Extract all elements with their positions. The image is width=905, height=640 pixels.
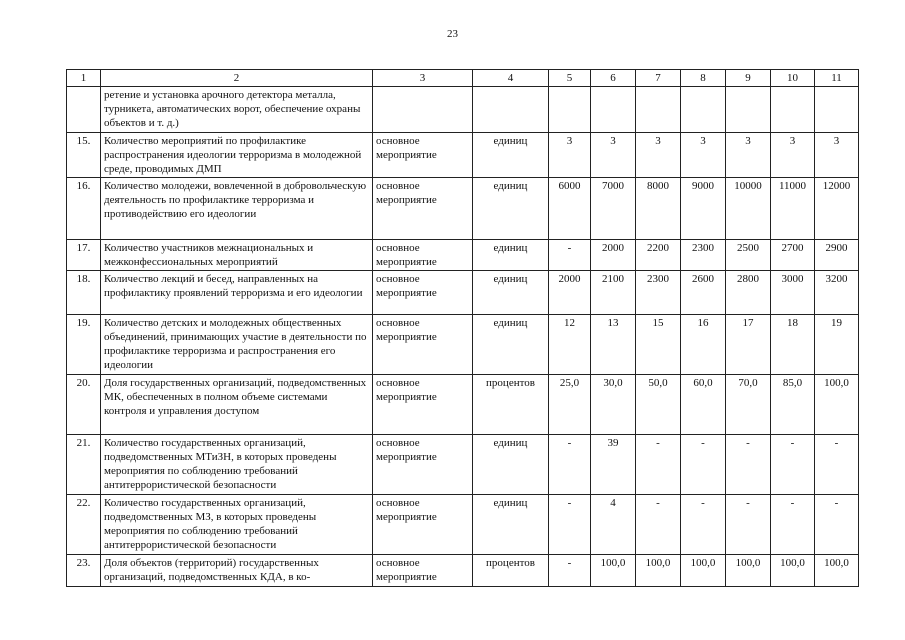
value-cell-col-5 xyxy=(549,87,591,133)
value-cell-col-9: 100,0 xyxy=(726,555,771,587)
row-number: 21. xyxy=(67,435,101,495)
value-cell-col-9: - xyxy=(726,435,771,495)
value-cell-col-10: 3000 xyxy=(771,271,815,315)
value-cell-col-8: 9000 xyxy=(681,178,726,240)
table-row xyxy=(67,555,859,587)
value-cell-col-7: 15 xyxy=(636,315,681,375)
measurement-unit: единиц xyxy=(473,133,549,178)
value-cell-col-5: 12 xyxy=(549,315,591,375)
value-cell-col-5: 6000 xyxy=(549,178,591,240)
measurement-unit: единиц xyxy=(473,435,549,495)
measurement-unit: процентов xyxy=(473,375,549,435)
column-header-8: 8 xyxy=(681,70,726,87)
measurement-unit: единиц xyxy=(473,178,549,240)
value-cell-col-8: 3 xyxy=(681,133,726,178)
table-header xyxy=(67,70,859,87)
column-header-11: 11 xyxy=(815,70,859,87)
value-cell-col-6: 30,0 xyxy=(591,375,636,435)
indicator-type: основное мероприятие xyxy=(373,555,473,587)
value-cell-col-7: - xyxy=(636,435,681,495)
value-cell-col-9: 2500 xyxy=(726,240,771,271)
indicator-type xyxy=(373,87,473,133)
value-cell-col-5: - xyxy=(549,555,591,587)
indicator-name: Количество молодежи, вовлеченной в добровольческую деятельность по профилактике терроризма и противодействию его идеологии xyxy=(101,178,373,240)
value-cell-col-10: 100,0 xyxy=(771,555,815,587)
table-row xyxy=(67,495,859,555)
table-row xyxy=(67,240,859,271)
value-cell-col-5: - xyxy=(549,435,591,495)
value-cell-col-9: 10000 xyxy=(726,178,771,240)
row-number: 16. xyxy=(67,178,101,240)
indicator-type: основное мероприятие xyxy=(373,495,473,555)
value-cell-col-8: 2300 xyxy=(681,240,726,271)
value-cell-col-9 xyxy=(726,87,771,133)
value-cell-col-5: - xyxy=(549,495,591,555)
column-header-1: 1 xyxy=(67,70,101,87)
value-cell-col-11: 19 xyxy=(815,315,859,375)
value-cell-col-11: 3 xyxy=(815,133,859,178)
page-number: 23 xyxy=(447,28,458,40)
table-row xyxy=(67,375,859,435)
value-cell-col-5: 2000 xyxy=(549,271,591,315)
indicator-name: Количество детских и молодежных общественных объединений, принимающих участие в деятельности по профилактике терроризма и распространения его идеологии xyxy=(101,315,373,375)
value-cell-col-9: 17 xyxy=(726,315,771,375)
value-cell-col-8: 60,0 xyxy=(681,375,726,435)
value-cell-col-7: 100,0 xyxy=(636,555,681,587)
value-cell-col-8: 16 xyxy=(681,315,726,375)
measurement-unit: единиц xyxy=(473,315,549,375)
value-cell-col-11 xyxy=(815,87,859,133)
indicator-name: Количество участников межнациональных и межконфессиональных мероприятий xyxy=(101,240,373,271)
column-header-10: 10 xyxy=(771,70,815,87)
value-cell-col-6: 3 xyxy=(591,133,636,178)
indicator-type: основное мероприятие xyxy=(373,435,473,495)
value-cell-col-6: 4 xyxy=(591,495,636,555)
column-header-3: 3 xyxy=(373,70,473,87)
value-cell-col-10: 2700 xyxy=(771,240,815,271)
value-cell-col-7: 8000 xyxy=(636,178,681,240)
value-cell-col-8: 2600 xyxy=(681,271,726,315)
row-number: 20. xyxy=(67,375,101,435)
column-header-9: 9 xyxy=(726,70,771,87)
indicator-name: Доля государственных организаций, подведомственных МК, обеспеченных в полном объеме системами контроля и управления доступом xyxy=(101,375,373,435)
row-number: 23. xyxy=(67,555,101,587)
indicator-type: основное мероприятие xyxy=(373,133,473,178)
value-cell-col-11: - xyxy=(815,495,859,555)
indicator-name: Количество государственных организаций, подведомственных МЗ, в которых проведены мероприятия по соблюдению требований антитеррористической безопасности xyxy=(101,495,373,555)
value-cell-col-6: 2100 xyxy=(591,271,636,315)
measurement-unit: единиц xyxy=(473,240,549,271)
value-cell-col-7: 3 xyxy=(636,133,681,178)
value-cell-col-8 xyxy=(681,87,726,133)
indicator-name: Доля объектов (территорий) государственных организаций, подведомственных КДА, в ко- xyxy=(101,555,373,587)
value-cell-col-9: - xyxy=(726,495,771,555)
measurement-unit xyxy=(473,87,549,133)
value-cell-col-11: 100,0 xyxy=(815,555,859,587)
header-row xyxy=(67,70,859,87)
indicator-type: основное мероприятие xyxy=(373,240,473,271)
value-cell-col-8: 100,0 xyxy=(681,555,726,587)
row-number: 15. xyxy=(67,133,101,178)
value-cell-col-8: - xyxy=(681,495,726,555)
value-cell-col-7: - xyxy=(636,495,681,555)
value-cell-col-10: 3 xyxy=(771,133,815,178)
measurement-unit: единиц xyxy=(473,495,549,555)
table-row xyxy=(67,178,859,240)
indicator-type: основное мероприятие xyxy=(373,315,473,375)
value-cell-col-7: 50,0 xyxy=(636,375,681,435)
indicator-type: основное мероприятие xyxy=(373,375,473,435)
table-body xyxy=(67,87,859,587)
value-cell-col-11: 3200 xyxy=(815,271,859,315)
value-cell-col-6: 39 xyxy=(591,435,636,495)
value-cell-col-11: - xyxy=(815,435,859,495)
value-cell-col-5: - xyxy=(549,240,591,271)
row-number: 17. xyxy=(67,240,101,271)
table-row xyxy=(67,315,859,375)
column-header-6: 6 xyxy=(591,70,636,87)
value-cell-col-6 xyxy=(591,87,636,133)
value-cell-col-6: 2000 xyxy=(591,240,636,271)
indicator-name: Количество лекций и бесед, направленных на профилактику проявлений терроризма и его идеологии xyxy=(101,271,373,315)
value-cell-col-7: 2300 xyxy=(636,271,681,315)
measurement-unit: процентов xyxy=(473,555,549,587)
value-cell-col-11: 100,0 xyxy=(815,375,859,435)
value-cell-col-11: 12000 xyxy=(815,178,859,240)
indicator-name: Количество государственных организаций, подведомственных МТиЗН, в которых проведены мероприятия по соблюдению требований антитеррористической безопасности xyxy=(101,435,373,495)
column-header-4: 4 xyxy=(473,70,549,87)
indicator-name: Количество мероприятий по профилактике распространения идеологии терроризма в молодежной среде, проводимых ДМП xyxy=(101,133,373,178)
indicator-type: основное мероприятие xyxy=(373,271,473,315)
value-cell-col-10 xyxy=(771,87,815,133)
table-row xyxy=(67,271,859,315)
indicators-table xyxy=(66,69,859,587)
column-header-5: 5 xyxy=(549,70,591,87)
row-number xyxy=(67,87,101,133)
row-number: 22. xyxy=(67,495,101,555)
value-cell-col-7 xyxy=(636,87,681,133)
value-cell-col-5: 25,0 xyxy=(549,375,591,435)
value-cell-col-10: 11000 xyxy=(771,178,815,240)
value-cell-col-7: 2200 xyxy=(636,240,681,271)
measurement-unit: единиц xyxy=(473,271,549,315)
column-header-7: 7 xyxy=(636,70,681,87)
value-cell-col-6: 13 xyxy=(591,315,636,375)
row-number: 18. xyxy=(67,271,101,315)
value-cell-col-11: 2900 xyxy=(815,240,859,271)
column-header-2: 2 xyxy=(101,70,373,87)
table-row xyxy=(67,435,859,495)
value-cell-col-9: 3 xyxy=(726,133,771,178)
value-cell-col-10: - xyxy=(771,495,815,555)
indicator-name: ретение и установка арочного детектора металла, турникета, автоматических ворот, обеспечение охраны объектов и т. д.) xyxy=(101,87,373,133)
value-cell-col-9: 2800 xyxy=(726,271,771,315)
value-cell-col-5: 3 xyxy=(549,133,591,178)
value-cell-col-6: 100,0 xyxy=(591,555,636,587)
indicator-type: основное мероприятие xyxy=(373,178,473,240)
value-cell-col-6: 7000 xyxy=(591,178,636,240)
value-cell-col-9: 70,0 xyxy=(726,375,771,435)
value-cell-col-8: - xyxy=(681,435,726,495)
value-cell-col-10: 18 xyxy=(771,315,815,375)
row-number: 19. xyxy=(67,315,101,375)
value-cell-col-10: - xyxy=(771,435,815,495)
table-row xyxy=(67,133,859,178)
table-row xyxy=(67,87,859,133)
value-cell-col-10: 85,0 xyxy=(771,375,815,435)
